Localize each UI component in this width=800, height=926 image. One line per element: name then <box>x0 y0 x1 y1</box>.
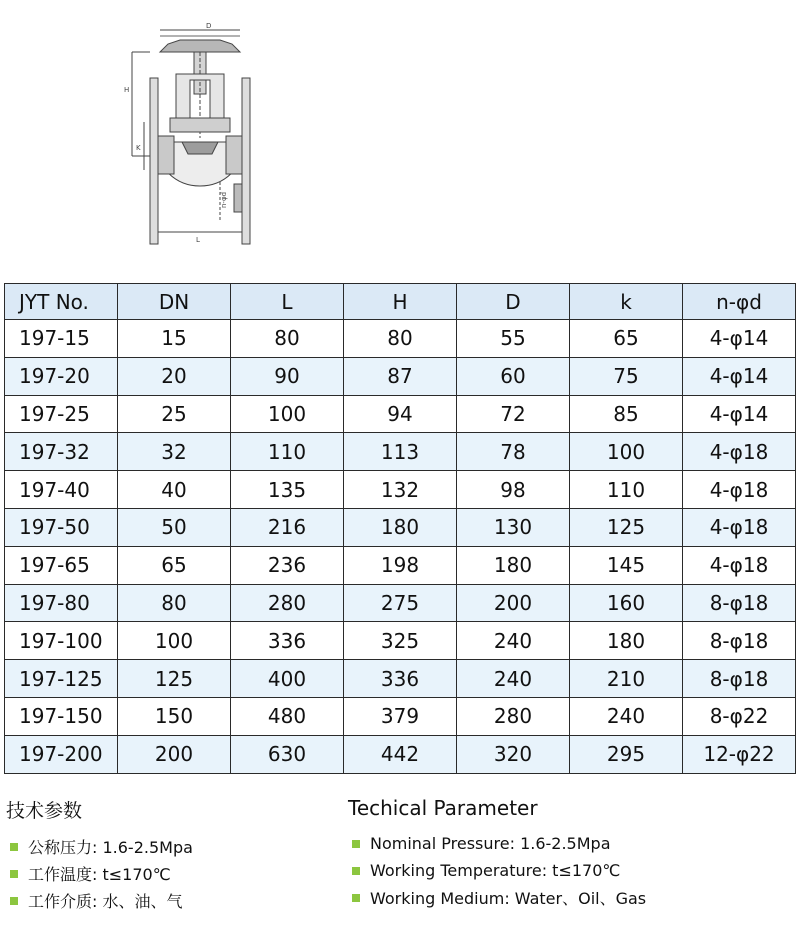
dim-label-l: L <box>196 236 200 244</box>
cell-k: 160 <box>570 584 683 622</box>
cell-dn: 32 <box>118 433 231 471</box>
table-row <box>5 584 796 622</box>
cell-n-d: 4-φ18 <box>683 546 796 584</box>
cell-k: 85 <box>570 395 683 433</box>
header-n-d: n-φd <box>683 284 796 320</box>
header-h: H <box>344 284 457 320</box>
cell-n-d: 4-φ14 <box>683 395 796 433</box>
params-en-pressure: Nominal Pressure: 1.6-2.5Mpa <box>370 834 611 853</box>
cell-l: 100 <box>231 395 344 433</box>
cell-d: 130 <box>457 508 570 546</box>
params-en-medium: Working Medium: Water、Oil、Gas <box>370 889 647 908</box>
table-row <box>5 433 796 471</box>
table-row <box>5 660 796 698</box>
cell-n-d: 8-φ22 <box>683 697 796 735</box>
cell-h: 80 <box>344 320 457 358</box>
cell-d: 78 <box>457 433 570 471</box>
table-row <box>5 357 796 395</box>
cell-d: 240 <box>457 622 570 660</box>
cell-k: 295 <box>570 735 683 773</box>
params-en-title: Techical Parameter <box>348 796 538 820</box>
cell-dn: 80 <box>118 584 231 622</box>
cell-l: 90 <box>231 357 344 395</box>
params-cn-list <box>6 833 386 914</box>
cell-d: 72 <box>457 395 570 433</box>
table-row <box>5 395 796 433</box>
params-en-temperature: Working Temperature: t≤170℃ <box>370 861 621 880</box>
cell-n-d: 8-φ18 <box>683 584 796 622</box>
cell-h: 113 <box>344 433 457 471</box>
cell-jyt-no: 197-50 <box>5 508 118 546</box>
cell-jyt-no: 197-25 <box>5 395 118 433</box>
params-cn-medium: 工作介质: 水、油、气 <box>28 892 183 911</box>
cell-l: 336 <box>231 622 344 660</box>
list-item <box>6 833 386 860</box>
dim-label-k: K <box>136 144 141 152</box>
cell-h: 132 <box>344 471 457 509</box>
cell-n-d: 4-φ18 <box>683 433 796 471</box>
cell-dn: 125 <box>118 660 231 698</box>
cell-d: 180 <box>457 546 570 584</box>
cell-l: 280 <box>231 584 344 622</box>
params-cn <box>6 796 386 914</box>
cell-d: 98 <box>457 471 570 509</box>
cell-jyt-no: 197-32 <box>5 433 118 471</box>
header-jyt-no: JYT No. <box>5 284 118 320</box>
cell-n-d: 12-φ22 <box>683 735 796 773</box>
cell-k: 240 <box>570 697 683 735</box>
cell-dn: 65 <box>118 546 231 584</box>
table-row <box>5 735 796 773</box>
cell-k: 110 <box>570 471 683 509</box>
cell-k: 125 <box>570 508 683 546</box>
cell-l: 480 <box>231 697 344 735</box>
cell-h: 275 <box>344 584 457 622</box>
bullet-icon <box>352 840 360 848</box>
list-item <box>348 857 728 884</box>
params-cn-title: 技术参数 <box>6 800 83 822</box>
list-item <box>348 830 728 857</box>
cell-jyt-no: 197-20 <box>5 357 118 395</box>
cell-n-d: 4-φ14 <box>683 320 796 358</box>
cell-k: 100 <box>570 433 683 471</box>
params-en-list <box>348 830 728 911</box>
cell-d: 320 <box>457 735 570 773</box>
cell-h: 379 <box>344 697 457 735</box>
cell-l: 80 <box>231 320 344 358</box>
cell-h: 336 <box>344 660 457 698</box>
cell-d: 60 <box>457 357 570 395</box>
cell-d: 200 <box>457 584 570 622</box>
cell-jyt-no: 197-100 <box>5 622 118 660</box>
cell-jyt-no: 197-200 <box>5 735 118 773</box>
cell-n-d: 8-φ18 <box>683 660 796 698</box>
cell-n-d: 4-φ18 <box>683 471 796 509</box>
cell-h: 442 <box>344 735 457 773</box>
cell-k: 65 <box>570 320 683 358</box>
cell-k: 210 <box>570 660 683 698</box>
list-item <box>6 860 386 887</box>
cell-h: 94 <box>344 395 457 433</box>
cell-jyt-no: 197-125 <box>5 660 118 698</box>
cell-dn: 25 <box>118 395 231 433</box>
params-cn-temperature: 工作温度: t≤170℃ <box>28 865 171 884</box>
bullet-icon <box>352 894 360 902</box>
cell-dn: 50 <box>118 508 231 546</box>
cell-h: 180 <box>344 508 457 546</box>
header-l: L <box>231 284 344 320</box>
cell-k: 145 <box>570 546 683 584</box>
cell-dn: 150 <box>118 697 231 735</box>
table-row <box>5 546 796 584</box>
table-header-row <box>5 284 796 320</box>
header-dn: DN <box>118 284 231 320</box>
params-cn-pressure: 公称压力: 1.6-2.5Mpa <box>28 838 193 857</box>
table-row <box>5 320 796 358</box>
table-row <box>5 508 796 546</box>
cell-h: 87 <box>344 357 457 395</box>
valve-drawing <box>120 18 280 248</box>
dim-label-d: D <box>206 22 212 30</box>
cell-k: 180 <box>570 622 683 660</box>
table-row <box>5 471 796 509</box>
cell-dn: 100 <box>118 622 231 660</box>
header-d: D <box>457 284 570 320</box>
list-item <box>6 887 386 914</box>
cell-dn: 40 <box>118 471 231 509</box>
cell-jyt-no: 197-65 <box>5 546 118 584</box>
cell-dn: 200 <box>118 735 231 773</box>
cell-d: 280 <box>457 697 570 735</box>
cell-jyt-no: 197-80 <box>5 584 118 622</box>
cell-jyt-no: 197-15 <box>5 320 118 358</box>
cell-d: 240 <box>457 660 570 698</box>
dim-label-h: H <box>124 86 130 94</box>
cell-d: 55 <box>457 320 570 358</box>
cell-l: 630 <box>231 735 344 773</box>
bullet-icon <box>10 870 18 878</box>
cell-n-d: 4-φ14 <box>683 357 796 395</box>
cell-l: 400 <box>231 660 344 698</box>
cell-l: 216 <box>231 508 344 546</box>
dim-label-nd: n-φd <box>220 191 228 208</box>
cell-k: 75 <box>570 357 683 395</box>
cell-l: 236 <box>231 546 344 584</box>
cell-l: 135 <box>231 471 344 509</box>
bullet-icon <box>10 843 18 851</box>
cell-h: 198 <box>344 546 457 584</box>
cell-n-d: 4-φ18 <box>683 508 796 546</box>
cell-l: 110 <box>231 433 344 471</box>
spec-table <box>4 283 796 774</box>
cell-jyt-no: 197-150 <box>5 697 118 735</box>
cell-n-d: 8-φ18 <box>683 622 796 660</box>
bullet-icon <box>10 897 18 905</box>
cell-dn: 15 <box>118 320 231 358</box>
table-row <box>5 697 796 735</box>
list-item <box>348 884 728 911</box>
table-row <box>5 622 796 660</box>
header-k: k <box>570 284 683 320</box>
cell-jyt-no: 197-40 <box>5 471 118 509</box>
cell-dn: 20 <box>118 357 231 395</box>
bullet-icon <box>352 867 360 875</box>
cell-h: 325 <box>344 622 457 660</box>
params-en <box>348 796 728 911</box>
